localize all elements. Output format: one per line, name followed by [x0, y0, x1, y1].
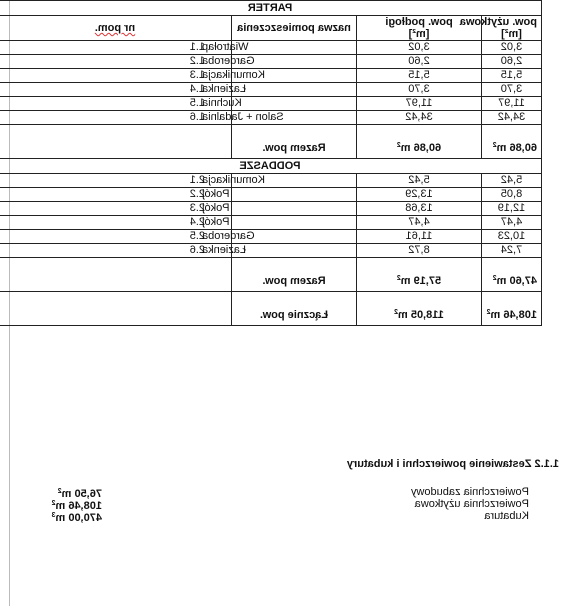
table-row [0, 244, 542, 258]
floor-area-cell: 34,42 [357, 111, 482, 125]
summary-label: Powierzchnia użytkowa [414, 498, 529, 510]
usable-area-cell: 12,19 [482, 202, 542, 216]
floor-area-cell: 11,61 [357, 230, 482, 244]
total-usable-cell: 108,46 $m^2$ [482, 292, 542, 326]
table-row [0, 216, 542, 230]
header-usable: pow. użytkowa [m²] [482, 16, 542, 41]
empty-cell [0, 292, 232, 326]
usable-area-cell: 4,47 [482, 216, 542, 230]
room-name-cell: Garderoba [232, 55, 357, 69]
total-label-cell: Łącznie pow. [232, 292, 357, 326]
poddasze-sum-row [0, 258, 542, 292]
summary-title: 1.1.2 Zestawienie powierzchni i kubatury [346, 458, 559, 470]
usable-area-cell: 3,70 [482, 83, 542, 97]
summary-section [7, 458, 567, 522]
room-name-cell: Pokój [232, 202, 357, 216]
usable-area-cell: 7,24 [482, 244, 542, 258]
poddasze-title-row [0, 159, 542, 174]
sum-usable-cell: 60,86 $m^2$ [482, 125, 542, 159]
floor-area-cell: 11,97 [357, 97, 482, 111]
summary-value: 470,00 $m^3$ [51, 512, 102, 524]
summary-label: Powierzchnia zabudowy [410, 486, 529, 498]
floor-area-cell: 13,29 [357, 188, 482, 202]
floor-area-cell: 3,70 [357, 83, 482, 97]
header-name: nazwa pomieszczenia [232, 16, 357, 41]
table-row [0, 230, 542, 244]
sum-floor-cell: 60,86 $m^2$ [357, 125, 482, 159]
empty-cell [0, 258, 232, 292]
room-number-cell: 2.1 [0, 174, 232, 188]
room-number-cell: 1.2 [0, 55, 232, 69]
parter-title: PARTER [0, 1, 542, 16]
header-row [0, 16, 542, 41]
floor-area-cell: 5,15 [357, 69, 482, 83]
usable-area-cell: 5,15 [482, 69, 542, 83]
room-name-cell: Pokój [232, 216, 357, 230]
table-row [0, 111, 542, 125]
usable-area-cell: 11,97 [482, 97, 542, 111]
summary-row [7, 510, 567, 522]
total-floor-cell: 118,05 $m^2$ [357, 292, 482, 326]
room-number-cell: 2.6 [0, 244, 232, 258]
room-name-cell: Komunikacja [232, 69, 357, 83]
room-name-cell: Salon + Jadalnia [232, 111, 357, 125]
usable-area-cell: 3,02 [482, 41, 542, 55]
room-number-cell: 1.5 [0, 97, 232, 111]
sum-label-cell: Razem pow. [232, 125, 357, 159]
floor-area-cell: 8,72 [357, 244, 482, 258]
total-row [0, 292, 542, 326]
table-row [0, 202, 542, 216]
floor-area-cell: 2,60 [357, 55, 482, 69]
room-name-cell: Łazienka [232, 244, 357, 258]
table-row [0, 188, 542, 202]
header-nr: nr pom. [0, 16, 232, 41]
room-number-cell: 2.5 [0, 230, 232, 244]
summary-row [7, 498, 567, 510]
room-name-cell: Kuchnia [232, 97, 357, 111]
summary-row [7, 486, 567, 498]
sum-floor-cell: 57,19 $m^2$ [357, 258, 482, 292]
room-number-cell: 1.6 [0, 111, 232, 125]
sum-usable-cell: 47,60 $m^2$ [482, 258, 542, 292]
table-row [0, 83, 542, 97]
parter-sum-row [0, 125, 542, 159]
room-name-cell: Komunikacja [232, 174, 357, 188]
table-row [0, 55, 542, 69]
summary-value: 108,46 $m^2$ [51, 500, 102, 512]
floor-area-cell: 13,68 [357, 202, 482, 216]
poddasze-title: PODDASZE [0, 159, 542, 174]
room-number-cell: 1.1 [0, 41, 232, 55]
usable-area-cell: 8,05 [482, 188, 542, 202]
header-floor: pow. podłogi [m²] [357, 16, 482, 41]
summary-label: Kubatura [484, 510, 529, 522]
empty-cell [0, 125, 232, 159]
table-row [0, 174, 542, 188]
room-name-cell: Łazienka [232, 83, 357, 97]
room-number-cell: 1.3 [0, 69, 232, 83]
table-row [0, 69, 542, 83]
usable-area-cell: 2,60 [482, 55, 542, 69]
floor-area-cell: 3,02 [357, 41, 482, 55]
floor-area-cell: 5,42 [357, 174, 482, 188]
room-name-cell: Wiatrołap [232, 41, 357, 55]
parter-title-row [0, 1, 542, 16]
room-number-cell: 1.4 [0, 83, 232, 97]
room-number-cell: 2.2 [0, 188, 232, 202]
usable-area-cell: 10,23 [482, 230, 542, 244]
usable-area-cell: 5,42 [482, 174, 542, 188]
table-row [0, 97, 542, 111]
room-name-cell: Garderoba [232, 230, 357, 244]
sum-label-cell: Razem pow. [232, 258, 357, 292]
usable-area-cell: 34,42 [482, 111, 542, 125]
summary-value: 76,50 $m^2$ [57, 488, 102, 500]
room-number-cell: 2.4 [0, 216, 232, 230]
table-row [0, 41, 542, 55]
room-number-cell: 2.3 [0, 202, 232, 216]
room-name-cell: Pokój [232, 188, 357, 202]
floor-area-cell: 4,47 [357, 216, 482, 230]
